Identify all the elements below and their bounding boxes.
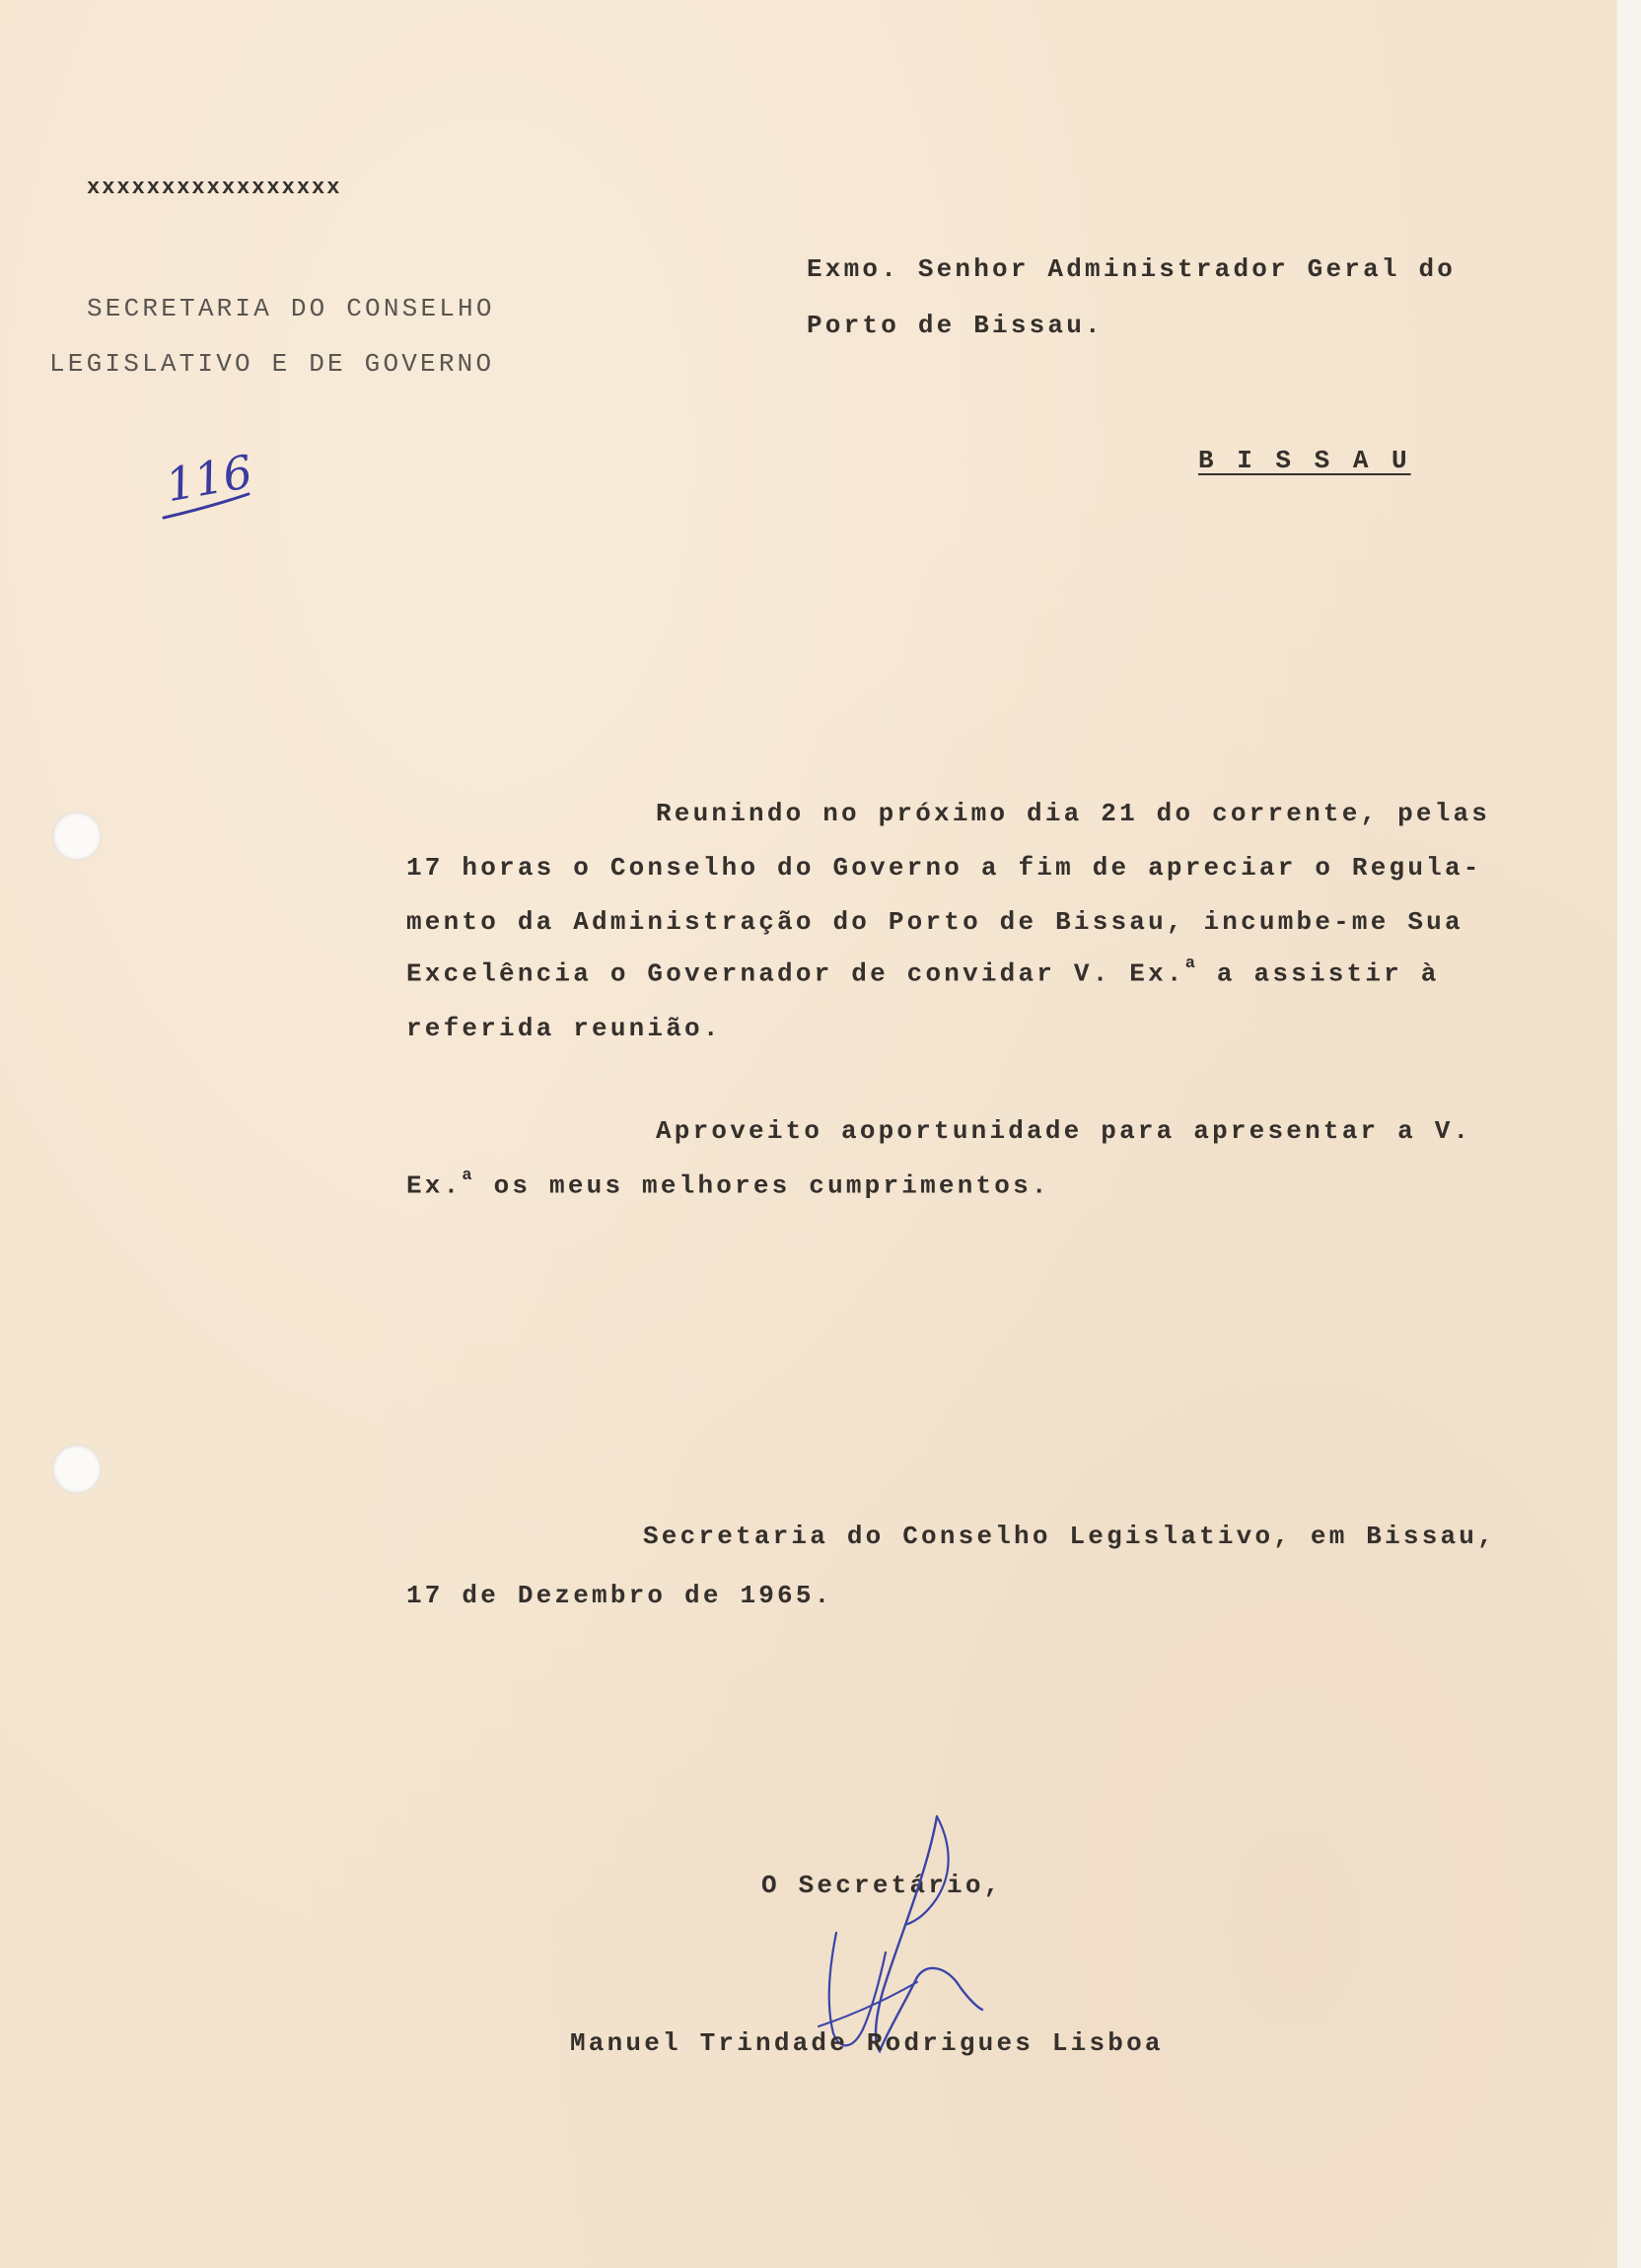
office-name-line2: LEGISLATIVO E DE GOVERNO bbox=[49, 349, 495, 379]
dateline-line2: 17 de Dezembro de 1965. bbox=[406, 1581, 833, 1610]
punch-hole-top bbox=[52, 812, 102, 861]
body-p1-line4-end: a assistir à bbox=[1198, 958, 1440, 989]
office-name-line1: SECRETARIA DO CONSELHO bbox=[87, 294, 495, 323]
body-p1-line5: referida reunião. bbox=[406, 1014, 722, 1043]
body-p2-line1: Aproveito aoportunidade para apresentar a V. bbox=[656, 1116, 1472, 1146]
struck-header-line: xxxxxxxxxxxxxxxxx bbox=[87, 176, 342, 200]
body-p2-line2-end: os meus melhores cumprimentos. bbox=[474, 1170, 1050, 1201]
body-p1-line1: Reunindo no próximo dia 21 do corrente, pelas bbox=[656, 799, 1491, 828]
superscript-a: a bbox=[1184, 955, 1199, 973]
body-p1-line4-start: Excelência o Governador de convidar V. Ex. bbox=[406, 958, 1185, 989]
body-p2-line2 bbox=[406, 1167, 1050, 1201]
body-p1-line2: 17 horas o Conselho do Governo a fim de apreciar o Regula- bbox=[406, 853, 1482, 883]
superscript-a-2: a bbox=[462, 1167, 475, 1185]
scan-edge bbox=[1617, 0, 1641, 2268]
dateline-line1: Secretaria do Conselho Legislativo, em Bissau, bbox=[643, 1522, 1496, 1551]
recipient-line2: Porto de Bissau. bbox=[807, 311, 1104, 340]
recipient-city: B I S S A U bbox=[1198, 446, 1411, 475]
signatory-name: Manuel Trindade Rodrigues Lisboa bbox=[570, 2028, 1164, 2058]
punch-hole-bottom bbox=[52, 1445, 102, 1494]
recipient-line1: Exmo. Senhor Administrador Geral do bbox=[807, 254, 1457, 284]
body-p1-line4 bbox=[406, 955, 1440, 989]
signature-title: O Secretário, bbox=[761, 1871, 1003, 1900]
reference-underline-stroke bbox=[158, 488, 256, 528]
body-p2-line2-start: Ex. bbox=[406, 1170, 463, 1201]
reference-number-text: 116 bbox=[161, 444, 256, 513]
body-p1-line3: mento da Administração do Porto de Bissau, incumbe-me Sua bbox=[406, 907, 1463, 937]
